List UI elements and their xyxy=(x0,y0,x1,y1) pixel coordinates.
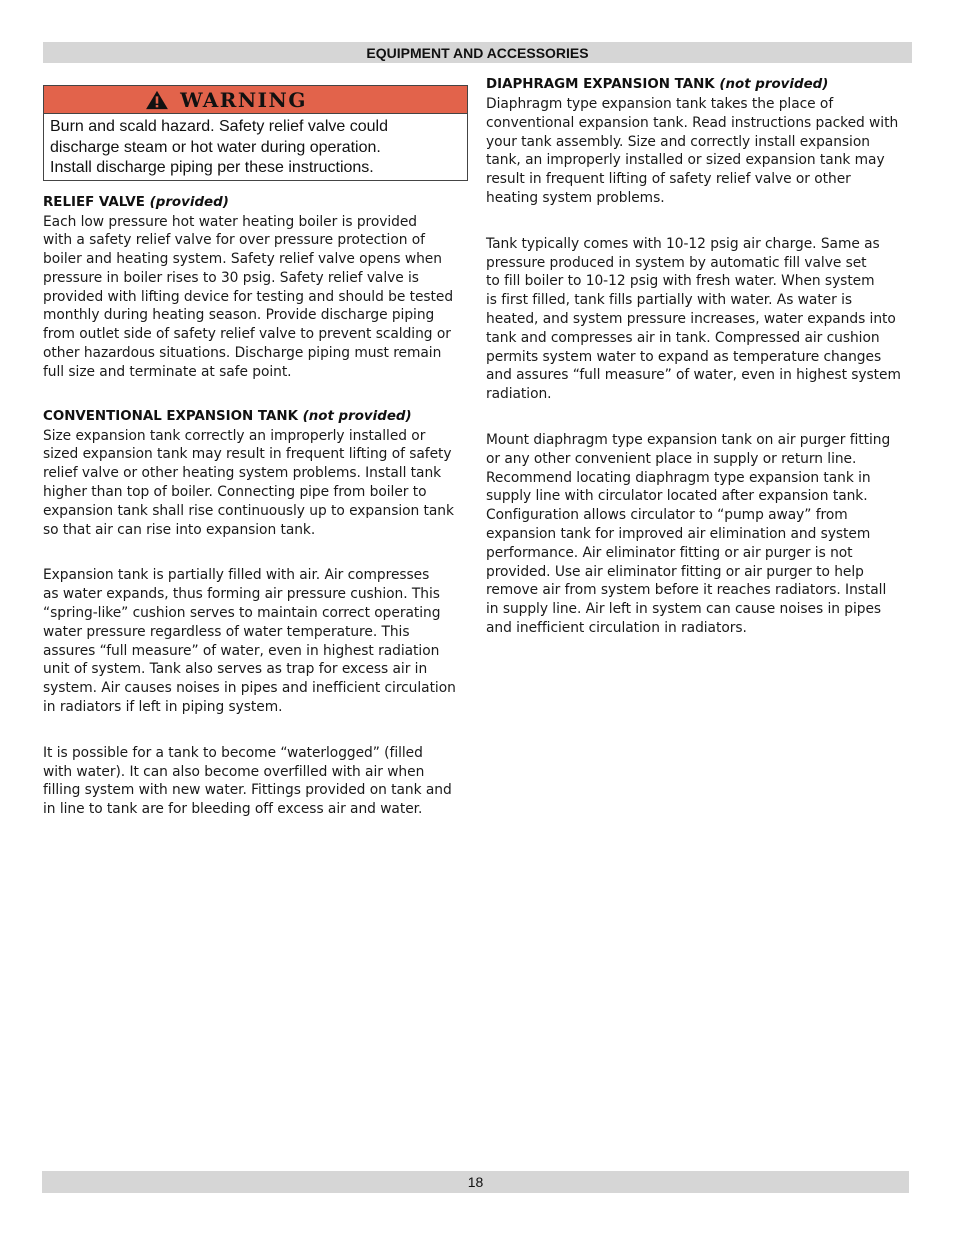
text-line: unit of system. Tank also serves as trap for excess air in xyxy=(43,661,428,678)
text-line: heated, and system pressure increases, water expands into xyxy=(486,310,896,327)
warning-line: Install discharge piping per these instructions. xyxy=(50,159,374,176)
text-line: and inefficient circulation in radiators. xyxy=(486,619,747,636)
heading-text: RELIEF VALVE xyxy=(43,194,145,210)
text-line: your tank assembly. Size and correctly install expansion xyxy=(486,133,870,150)
text-line: expansion tank for improved air elimination and system xyxy=(486,525,871,542)
text-line: other hazardous situations. Discharge piping must remain xyxy=(43,345,442,362)
section-header xyxy=(43,42,912,63)
warning-line: discharge steam or hot water during operation. xyxy=(50,138,381,156)
diaphragm-tank-paragraph-2 xyxy=(486,235,914,404)
warning-text xyxy=(44,114,467,180)
heading-text: DIAPHRAGM EXPANSION TANK xyxy=(486,77,715,92)
text-line: provided with lifting device for testing and should be tested xyxy=(43,288,454,305)
conventional-tank-paragraph-3 xyxy=(43,744,468,819)
text-line: sized expansion tank may result in frequent lifting of safety xyxy=(43,446,452,463)
text-line: heating system problems. xyxy=(486,189,665,206)
text-line: water pressure regardless of water temperature. This xyxy=(43,623,410,640)
warning-box xyxy=(43,85,468,181)
text-line: monthly during heating season. Provide discharge piping xyxy=(43,307,435,324)
text-line: Diaphragm type expansion tank takes the place of xyxy=(486,96,834,112)
right-column xyxy=(486,77,914,638)
heading-note: (not provided) xyxy=(719,77,829,92)
warning-line: Burn and scald hazard. Safety relief valve could xyxy=(50,118,388,135)
text-line: with water). It can also become overfilled with air when xyxy=(43,763,425,780)
text-line: with a safety relief valve for over pressure protection of xyxy=(43,232,425,249)
text-line: provided. Use air eliminator fitting or air purger to help xyxy=(486,563,864,580)
heading-text: CONVENTIONAL EXPANSION TANK xyxy=(43,408,298,424)
text-line: and assures “full measure” of water, even in highest system xyxy=(486,367,901,384)
text-line: in radiators if left in piping system. xyxy=(43,699,283,716)
diaphragm-tank-paragraph-1 xyxy=(486,95,914,208)
text-line: pressure in boiler rises to 30 psig. Safety relief valve is xyxy=(43,269,419,286)
text-line: boiler and heating system. Safety relief valve opens when xyxy=(43,251,442,268)
left-column xyxy=(43,85,468,819)
text-line: supply line with circulator located after expansion tank. xyxy=(486,488,868,505)
text-line: to fill boiler to 10-12 psig with fresh water. When system xyxy=(486,273,875,290)
text-line: or any other convenient place in supply or return line. xyxy=(486,450,857,467)
text-line: Each low pressure hot water heating boiler is provided xyxy=(43,213,417,230)
conventional-tank-paragraph-2 xyxy=(43,566,468,716)
text-line: pressure produced in system by automatic fill valve set xyxy=(486,254,867,271)
text-line: in line to tank are for bleeding off excess air and water. xyxy=(43,801,423,818)
conventional-tank-heading xyxy=(43,409,468,424)
text-line: tank and compresses air in tank. Compressed air cushion xyxy=(486,329,880,346)
text-line: It is possible for a tank to become “waterlogged” (filled xyxy=(43,744,423,761)
text-line: Recommend locating diaphragm type expansion tank in xyxy=(486,469,871,486)
text-line: conventional expansion tank. Read instructions packed with xyxy=(486,114,899,131)
text-line: system. Air causes noises in pipes and inefficient circulation xyxy=(43,680,456,697)
text-line: filling system with new water. Fittings provided on tank and xyxy=(43,782,452,799)
relief-valve-heading xyxy=(43,195,468,210)
text-line: tank, an improperly installed or sized expansion tank may xyxy=(486,152,885,169)
text-line: Size expansion tank correctly an improperly installed or xyxy=(43,427,426,444)
text-line: full size and terminate at safe point. xyxy=(43,363,292,380)
text-line: result in frequent lifting of safety relief valve or other xyxy=(486,171,851,188)
text-line: remove air from system before it reaches radiators. Install xyxy=(486,582,887,599)
text-line: Expansion tank is partially filled with air. Air compresses xyxy=(43,567,430,584)
diaphragm-tank-paragraph-3 xyxy=(486,431,914,638)
text-line: relief valve or other heating system problems. Install tank xyxy=(43,465,442,482)
conventional-tank-paragraph-1 xyxy=(43,427,468,540)
text-line: so that air can rise into expansion tank. xyxy=(43,521,316,538)
section-title: EQUIPMENT AND ACCESSORIES xyxy=(366,45,589,61)
text-line: assures “full measure” of water, even in highest radiation xyxy=(43,642,440,659)
heading-note: (provided) xyxy=(149,194,229,210)
text-line: is first filled, tank fills partially with water. As water is xyxy=(486,292,852,309)
text-line: Mount diaphragm type expansion tank on air purger fitting xyxy=(486,431,891,448)
text-line: permits system water to expand as temperature changes xyxy=(486,348,882,365)
text-line: as water expands, thus forming air pressure cushion. This xyxy=(43,586,440,603)
page-footer xyxy=(42,1171,909,1193)
relief-valve-paragraph xyxy=(43,213,468,382)
text-line: in supply line. Air left in system can cause noises in pipes xyxy=(486,601,882,618)
text-line: higher than top of boiler. Connecting pipe from boiler to xyxy=(43,484,427,501)
text-line: from outlet side of safety relief valve to prevent scalding or xyxy=(43,326,451,343)
page-number: 18 xyxy=(467,1174,484,1190)
text-line: expansion tank shall rise continuously up to expansion tank xyxy=(43,502,454,519)
heading-note: (not provided) xyxy=(302,408,412,424)
diaphragm-tank-heading xyxy=(486,77,914,92)
text-line: performance. Air eliminator fitting or air purger is not xyxy=(486,544,853,561)
text-line: Configuration allows circulator to “pump away” from xyxy=(486,507,848,524)
warning-title: WARNING xyxy=(180,87,307,112)
text-line: Tank typically comes with 10-12 psig air charge. Same as xyxy=(486,235,880,252)
warning-banner xyxy=(44,86,467,114)
warning-triangle-icon xyxy=(144,90,170,110)
text-line: “spring-like” cushion serves to maintain correct operating xyxy=(43,605,441,622)
text-line: radiation. xyxy=(486,386,552,403)
